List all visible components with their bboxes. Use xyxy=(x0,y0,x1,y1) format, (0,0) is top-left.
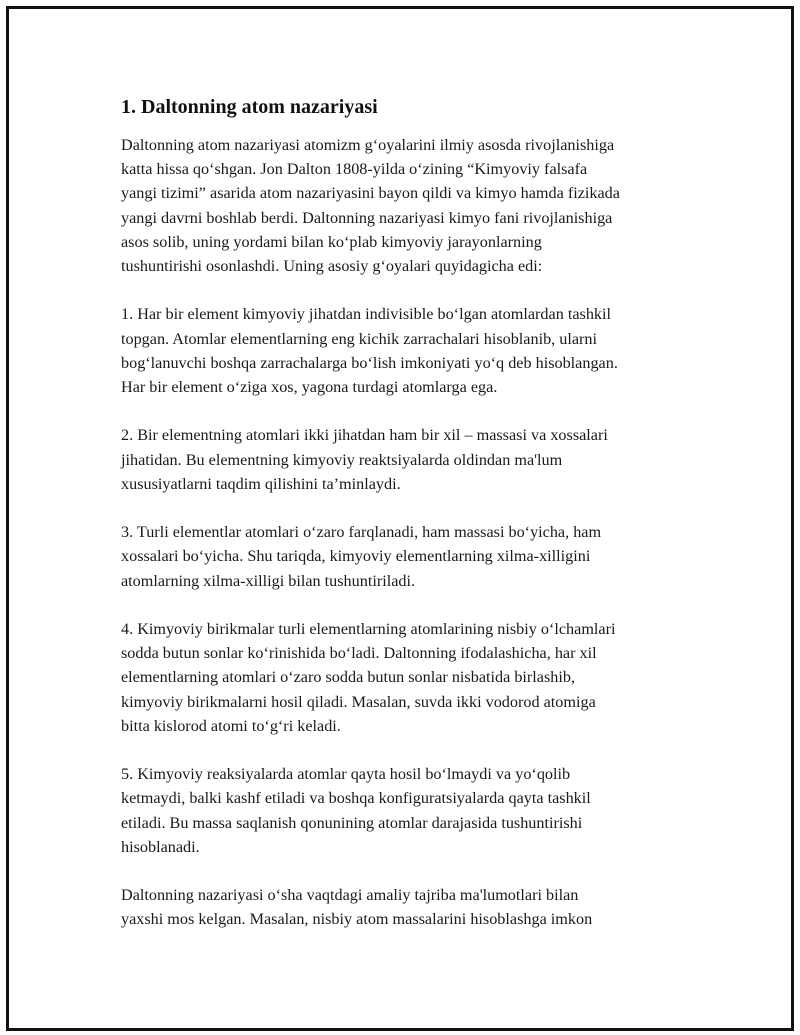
point-2-paragraph: 2. Bir elementning atomlari ikki jihatdan ham bir xil – massasi va xossalari jihatidan. Bu elementning kimyoviy reaktsiyalarda oldindan ma'lum xususiyatlarni taqdim qilishini ta’minlaydi. xyxy=(121,426,608,493)
point-3-paragraph: 3. Turli elementlar atomlari o‘zaro farqlanadi, ham massasi bo‘yicha, ham xossalari bo‘yicha. Shu tariqda, kimyoviy elementlarning xilma-xilligini atomlarning xilma-xilligi bilan tushuntiriladi. xyxy=(121,523,602,590)
conclusion-paragraph: Daltonning nazariyasi o‘sha vaqtdagi amaliy tajriba ma'lumotlari bilan yaxshi mos kelgan. Masalan, nisbiy atom massalarini hisoblashga imkon xyxy=(121,886,593,929)
page-frame xyxy=(6,6,794,1031)
section-title: 1. Daltonning atom nazariyasi xyxy=(121,96,378,118)
intro-paragraph: Daltonning atom nazariyasi atomizm g‘oyalarini ilmiy asosda rivojlanishiga katta hissa qo‘shgan. Jon Dalton 1808-yilda o‘zining “Kimyoviy falsafa yangi tizimi” asarida atom nazariyasini bayon qildi va kimyo hamda fizikada yangi davrni boshlab berdi. Daltonning nazariyasi kimyo fani rivojlanishiga asos solib, uning yordami bilan ko‘plab kimyoviy jarayonlarning tushuntirishi osonlashdi. Uning asosiy g‘oyalari quyidagicha edi: xyxy=(121,136,620,276)
document-body xyxy=(121,95,701,956)
point-5-paragraph: 5. Kimyoviy reaksiyalarda atomlar qayta hosil bo‘lmaydi va yo‘qolib ketmaydi, balki kashf etiladi va boshqa konfiguratsiyalarda qayta tashkil etiladi. Bu massa saqlanish qonunining atomlar darajasida tushuntirishi hisoblanadi. xyxy=(121,765,591,856)
point-1-paragraph: 1. Har bir element kimyoviy jihatdan indivisible bo‘lgan atomlardan tashkil topgan. Atomlar elementlarning eng kichik zarrachalari hisoblanib, ularni bog‘lanuvchi boshqa zarrachalarga bo‘lish imkoniyati yo‘q deb hisoblangan. Har bir element o‘ziga xos, yagona turdagi atomlarga ega. xyxy=(121,305,618,397)
point-4-paragraph: 4. Kimyoviy birikmalar turli elementlarning atomlarining nisbiy o‘lchamlari sodda butun sonlar ko‘rinishida bo‘ladi. Daltonning ifodalashicha, har xil elementlarning atomlari o‘zaro sodda butun sonlar nisbatida birlashib, kimyoviy birikmalarni hosil qiladi. Masalan, suvda ikki vodorod atomiga bitta kislorod atomi to‘g‘ri keladi. xyxy=(121,620,616,735)
